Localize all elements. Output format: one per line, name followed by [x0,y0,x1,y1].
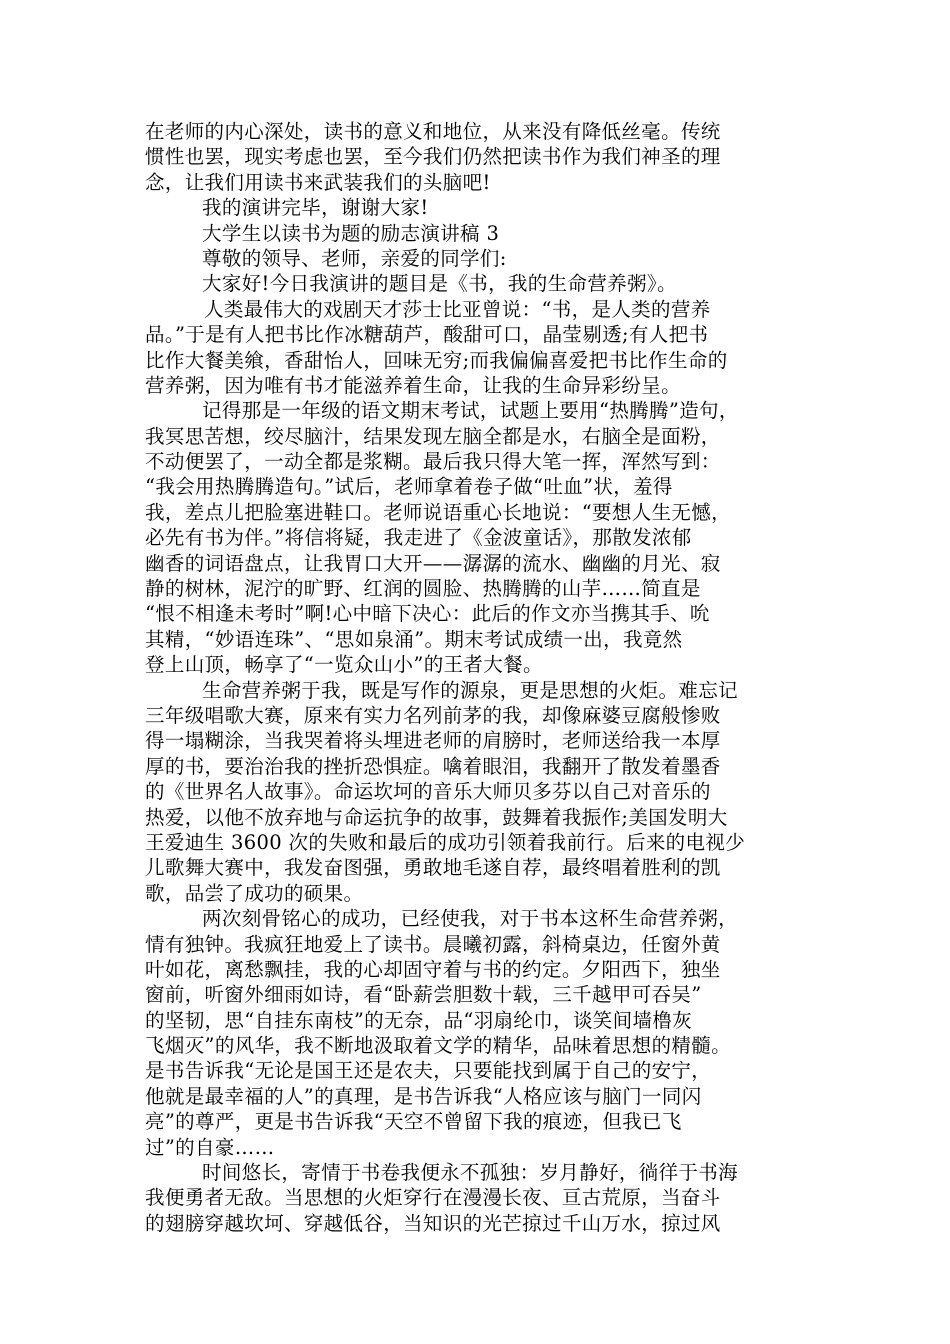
text-line: 三年级唱歌大赛，原来有实力名列前茅的我，却像麻婆豆腐般惨败 [145,703,721,727]
text-line: 厚的书，要治治我的挫折恐惧症。噙着眼泪，我翻开了散发着墨香 [145,754,721,778]
text-line: 得一塌糊涂，当我哭着将头埋进老师的肩膀时，老师送给我一本厚 [145,729,721,753]
text-line: 时间悠长，寄情于书卷我便永不孤独：岁月静好，徜徉于书海 [202,1161,738,1185]
text-line: 儿歌舞大赛中，我发奋图强，勇敢地毛遂自荐，最终唱着胜利的凯 [145,856,721,880]
text-line: 其精，“妙语连珠”、“思如泉涌”。期末考试成绩一出，我竟然 [145,627,683,651]
text-line: 念，让我们用读书来武装我们的头脑吧! [145,170,491,194]
text-line: 是书告诉我“无论是国王还是农夫，只要能找到属于自己的安宁， [145,1059,712,1083]
text-line: 惯性也罢，现实考虑也罢，至今我们仍然把读书作为我们神圣的理 [145,145,721,169]
text-line: 王爱迪生 3600 次的失败和最后的成功引领着我前行。后来的电视少 [145,830,746,854]
text-line: 必先有书为伴。”将信将疑，我走进了《金波童话》，那散发浓郁 [145,526,692,550]
text-line: 我的演讲完毕，谢谢大家! [202,196,429,220]
text-line: 的翅膀穿越坎坷、穿越低谷，当知识的光芒掠过千山万水，掠过风 [145,1211,721,1235]
text-line: 两次刻骨铭心的成功，已经使我，对于书本这杯生命营养粥， [202,907,738,931]
text-line: 品。”于是有人把书比作冰糖葫芦，酸甜可口，晶莹剔透;有人把书 [145,323,709,347]
text-line: 窗前，听窗外细雨如诗，看“卧薪尝胆数十载，三千越甲可吞吴” [145,983,702,1007]
text-line: 人类最伟大的戏剧天才莎士比亚曾说：“书，是人类的营养 [204,297,711,321]
text-line: 登上山顶，畅享了“一览众山小”的王者大餐。 [145,653,543,677]
text-line: “我会用热腾腾造句。”试后，老师拿着卷子做“吐血”状，羞得 [145,475,673,499]
text-line: 营养粥，因为唯有书才能滋养着生命，让我的生命异彩纷呈。 [145,373,681,397]
text-line: 的坚韧，思“自挂东南枝”的无奈，品“羽扇纶巾，谈笑间墙橹灰 [145,1008,693,1032]
text-line: 我冥思苦想，绞尽脑汁，结果发现左脑全都是水，右脑全是面粉， [145,424,721,448]
text-line: 歌，品尝了成功的硕果。 [145,881,364,905]
text-line: 情有独钟。我疯狂地爱上了读书。晨曦初露，斜椅桌边，任窗外黄 [145,932,721,956]
text-line: 记得那是一年级的语文期末考试，试题上要用“热腾腾”造句， [202,399,739,423]
text-line: 他就是最幸福的人”的真理，是书告诉我“人格应该与脑门一同闪 [145,1084,702,1108]
text-line: “恨不相逢未考时”啊!心中暗下决心：此后的作文亦当携其手、吮 [145,602,710,626]
text-line: 大家好!今日我演讲的题目是《书，我的生命营养粥》。 [202,272,677,296]
text-line: 比作大餐美飨，香甜怡人，回味无穷;而我偏偏喜爱把书比作生命的 [145,348,728,372]
document-body [145,119,808,1236]
text-line: 幽香的词语盘点，让我胃口大开——潺潺的流水、幽幽的月光、寂 [145,551,721,575]
text-line: 静的树林，泥泞的旷野、红润的圆脸、热腾腾的山芋……简直是 [145,577,701,601]
text-line: 生命营养粥于我，既是写作的源泉，更是思想的火炬。难忘记 [202,678,738,702]
text-line: 亮”的尊严，更是书告诉我“天空不曾留下我的痕迹，但我已飞 [145,1110,682,1134]
text-line: 我便勇者无敌。当思想的火炬穿行在漫漫长夜、亘古荒原，当奋斗 [145,1186,721,1210]
text-line: 尊敬的领导、老师，亲爱的同学们: [202,246,507,270]
text-line: 在老师的内心深处，读书的意义和地位，从来没有降低丝毫。传统 [145,120,721,143]
text-line: 不动便罢了，一动全都是浆糊。最后我只得大笔一挥，浑然写到： [145,450,721,474]
text-line: 我，差点儿把脸塞进鞋口。老师说语重心长地说：“要想人生无憾， [145,500,731,524]
text-line: 热爱，以他不放弃地与命运抗争的故事，鼓舞着我振作;美国发明大 [145,805,728,829]
text-line: 叶如花，离愁飘挂，我的心却固守着与书的约定。夕阳西下，独坐 [145,957,721,981]
text-line: 大学生以读书为题的励志演讲稿 3 [202,221,500,245]
text-line: 的《世界名人故事》。命运坎坷的音乐大师贝多芬以自己对音乐的 [145,780,711,804]
text-line: 过”的自豪…… [145,1135,275,1159]
text-line: 飞烟灭”的风华，我不断地汲取着文学的精华，品味着思想的精髓。 [145,1034,731,1058]
